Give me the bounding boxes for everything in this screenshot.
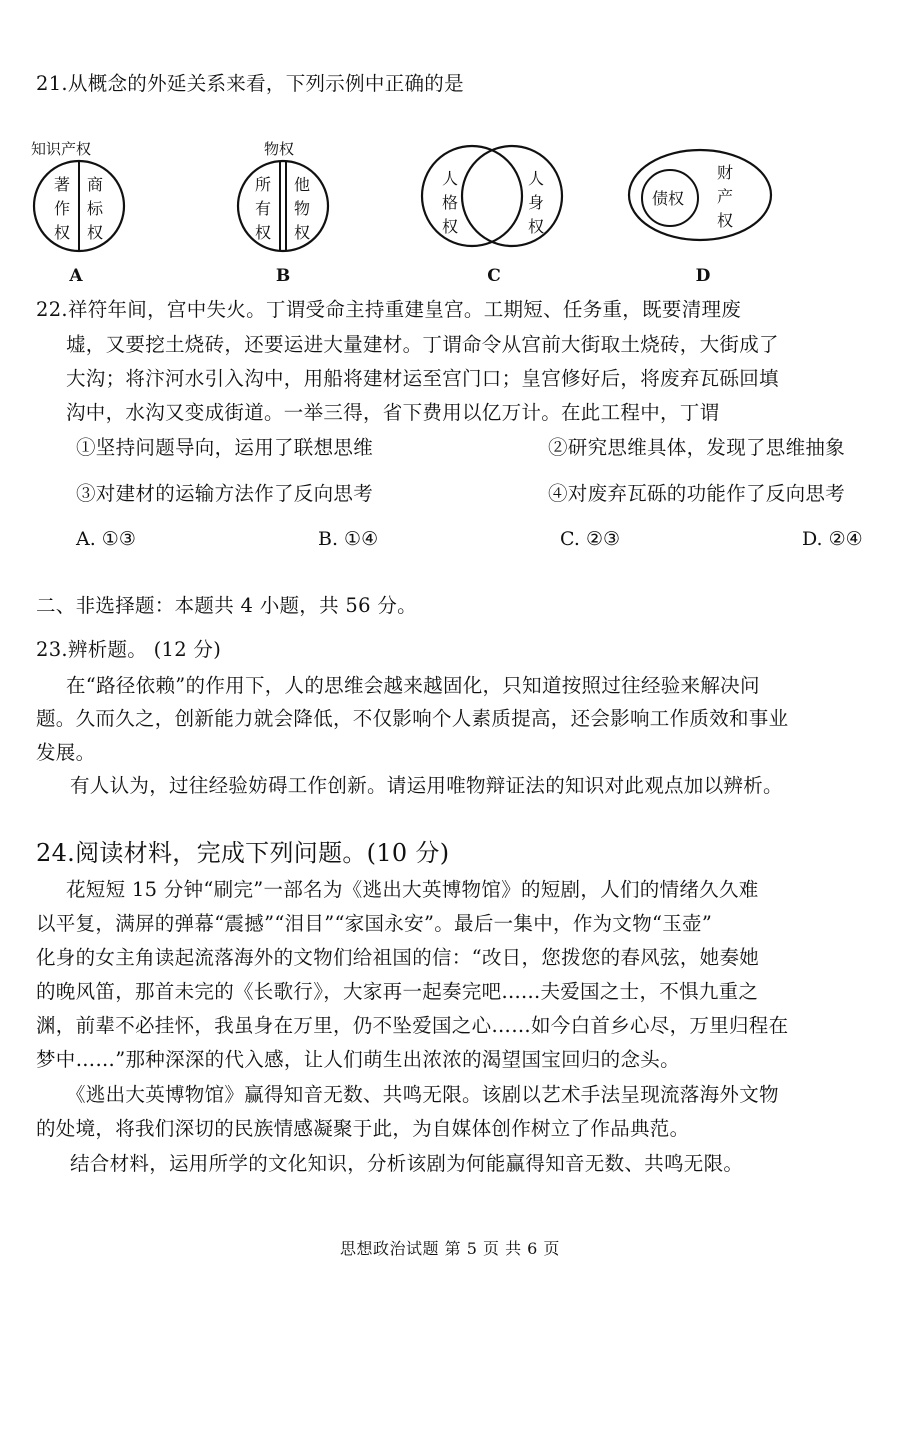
q23-line-4: 有人认为，过往经验妨碍工作创新。请运用唯物辩证法的知识对此观点加以辨析。 — [70, 774, 783, 797]
diagram-a-left-1: 著 — [54, 175, 71, 194]
q24-line-2: 以平复，满屏的弹幕“震撼”“泪目”“家国永安”。最后一集中，作为文物“玉壶” — [36, 912, 713, 935]
q22-choice-b: B. ①④ — [318, 528, 379, 550]
diagram-d-inner: 债权 — [652, 189, 685, 208]
section-2-heading: 二、非选择题：本题共 4 小题，共 56 分。 — [36, 594, 417, 617]
diagram-b-right-1: 他 — [294, 175, 311, 194]
q22-line-2: 墟，又要挖土烧砖，还要运进大量建材。丁谓命令从宫前大街取土烧砖，大街成了 — [66, 333, 779, 356]
diagram-d-outer-2: 产 — [717, 187, 734, 206]
q22-item-3: ③对建材的运输方法作了反向思考 — [76, 482, 374, 505]
diagram-b-title: 物权 — [264, 140, 295, 158]
page-footer: 思想政治试题 第 5 页 共 6 页 — [340, 1239, 560, 1258]
q23-title: 23.辨析题。 (12 分) — [36, 638, 222, 661]
diagram-c-left-2: 格 — [442, 193, 459, 212]
q22-choice-a: A. ①③ — [76, 528, 136, 550]
diagram-c-left-3: 权 — [442, 217, 459, 236]
diagram-a-label: A — [69, 266, 83, 286]
q24-line-7: 《逃出大英博物馆》赢得知音无数、共鸣无限。该剧以艺术手法呈现流落海外文物 — [66, 1083, 779, 1106]
q24-title: 24.阅读材料，完成下列问题。(10 分) — [36, 839, 450, 867]
diagram-c-right-2: 身 — [528, 193, 545, 212]
q22-item-2: ②研究思维具体，发现了思维抽象 — [548, 436, 846, 459]
diagram-b-right-2: 物 — [294, 199, 311, 218]
diagram-c — [412, 140, 572, 250]
diagram-c-right-1: 人 — [528, 169, 545, 188]
diagram-b-left-3: 权 — [255, 223, 272, 242]
diagram-d-label: D — [695, 266, 711, 286]
diagram-b-left-1: 所 — [255, 175, 272, 194]
diagram-c-right-3: 权 — [528, 217, 545, 236]
q22-item-4: ④对废弃瓦砾的功能作了反向思考 — [548, 482, 846, 505]
q24-line-8: 的处境，将我们深切的民族情感凝聚于此，为自媒体创作树立了作品典范。 — [36, 1117, 690, 1140]
diagram-b-right-3: 权 — [294, 223, 311, 242]
diagram-b — [228, 136, 338, 256]
diagram-b-label: B — [275, 266, 291, 286]
diagram-c-label: C — [487, 266, 501, 286]
q24-line-3: 化身的女主角读起流落海外的文物们给祖国的信：“改日，您拨您的春风弦，她奏她 — [36, 946, 760, 969]
q24-line-6: 梦中……”那种深深的代入感，让人们萌生出浓浓的渴望国宝回归的念头。 — [36, 1048, 680, 1071]
q22-line-4: 沟中，水沟又变成街道。一举三得，省下费用以亿万计。在此工程中，丁谓 — [66, 401, 720, 424]
diagram-d-outer-1: 财 — [717, 163, 734, 182]
diagram-a-right-3: 权 — [87, 223, 104, 242]
diagram-a-left-3: 权 — [54, 223, 71, 242]
diagram-d-outer-3: 权 — [717, 211, 734, 230]
q22-line-1: 22.祥符年间，宫中失火。丁谓受命主持重建皇宫。工期短、任务重，既要清理废 — [36, 298, 742, 321]
q21-stem: 21.从概念的外延关系来看，下列示例中正确的是 — [36, 72, 464, 95]
diagram-a — [25, 136, 135, 256]
q23-line-2: 题。久而久之，创新能力就会降低，不仅影响个人素质提高，还会影响工作质效和事业 — [36, 707, 789, 730]
q24-line-9: 结合材料，运用所学的文化知识，分析该剧为何能赢得知音无数、共鸣无限。 — [70, 1152, 744, 1175]
q23-line-3: 发展。 — [36, 741, 96, 764]
q24-line-1: 花短短 15 分钟“刷完”一部名为《逃出大英博物馆》的短剧，人们的情绪久久难 — [66, 878, 759, 901]
diagram-a-right-1: 商 — [87, 175, 104, 194]
q22-choice-c: C. ②③ — [560, 528, 621, 550]
q22-choice-d: D. ②④ — [802, 528, 863, 550]
diagram-a-left-2: 作 — [54, 199, 71, 218]
diagram-a-title: 知识产权 — [31, 140, 92, 158]
diagram-d — [625, 145, 775, 245]
diagram-b-left-2: 有 — [255, 199, 272, 218]
q22-line-3: 大沟；将汴河水引入沟中，用船将建材运至宫门口；皇宫修好后，将废弃瓦砾回填 — [66, 367, 779, 390]
diagram-c-left-1: 人 — [442, 169, 459, 188]
q24-line-5: 渊，前辈不必挂怀，我虽身在万里，仍不坠爱国之心……如今白首乡心尽，万里归程在 — [36, 1014, 789, 1037]
diagram-a-right-2: 标 — [87, 199, 104, 218]
q24-line-4: 的晚风笛，那首未完的《长歌行》，大家再一起奏完吧......夫爱国之士，不惧九重之 — [36, 980, 759, 1003]
q23-line-1: 在“路径依赖”的作用下，人的思维会越来越固化，只知道按照过往经验来解决问 — [66, 674, 760, 697]
q22-item-1: ①坚持问题导向，运用了联想思维 — [76, 436, 374, 459]
